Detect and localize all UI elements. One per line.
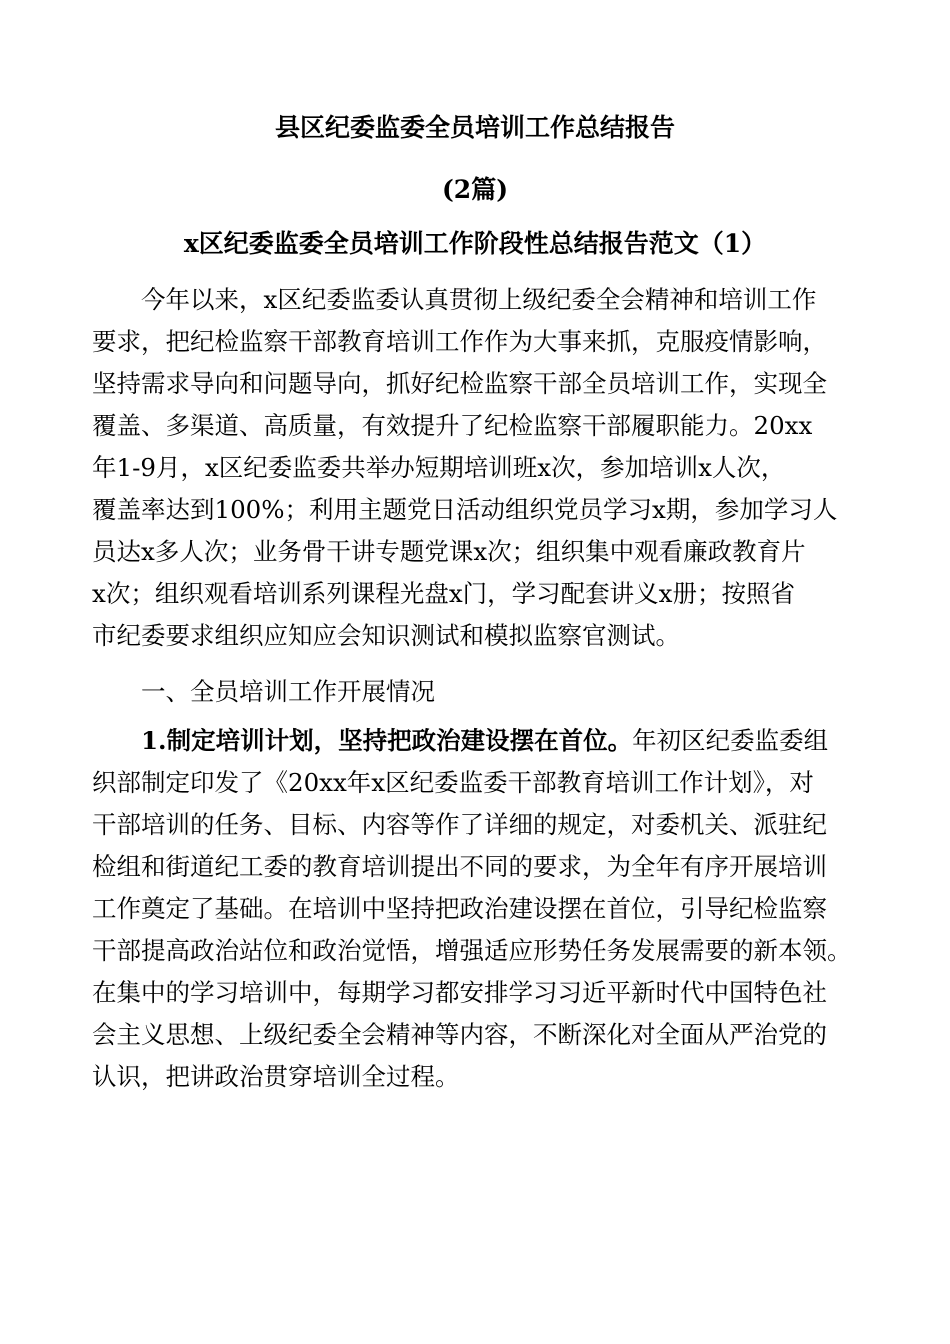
document-count: (2篇) [441,175,509,204]
paragraph-lead-rest: 年初区纪委监委组 [632,726,829,755]
paragraph-training-plan [92,720,868,1098]
text-line: 会主义思想、上级纪委全会精神等内容，不断深化对全面从严治党的 [92,1020,827,1049]
text-line: 干部培训的任务、目标、内容等作了详细的规定，对委机关、派驻纪 [92,810,827,839]
text-line: 工作奠定了基础。在培训中坚持把政治建设摆在首位，引导纪检监察 [92,894,827,923]
text-line: 织部制定印发了《20xx年x区纪委监委干部教育培训工作计划》，对 [92,768,814,797]
document-title: 县区纪委监委全员培训工作总结报告 [274,113,675,142]
text-line: 市纪委要求组织应知应会知识测试和模拟监察官测试。 [92,621,680,650]
text-line: 覆盖率达到100%；利用主题党日活动组织党员学习x期，参加学习人 [92,495,838,524]
section-heading-text: 一、全员培训工作开展情况 [141,677,435,706]
text-line: 干部提高政治站位和政治觉悟，增强适应形势任务发展需要的新本领。 [92,936,852,965]
paragraph-lead-bold: 1.制定培训计划，坚持把政治建设摆在首位。 [141,726,633,755]
text-line: 在集中的学习培训中，每期学习都安排学习习近平新时代中国特色社 [92,978,827,1007]
text-line: 认识，把讲政治贯穿培训全过程。 [92,1062,460,1091]
document-subtitle: x区纪委监委全员培训工作阶段性总结报告范文（1） [183,229,767,258]
text-line: 今年以来，x区纪委监委认真贯彻上级纪委全会精神和培训工作 [141,285,817,314]
text-line: 年1-9月，x区纪委监委共举办短期培训班x次，参加培训x人次， [92,453,786,482]
text-line: 员达x多人次；业务骨干讲专题党课x次；组织集中观看廉政教育片 [92,537,806,566]
text-line [92,720,868,762]
section-heading [92,671,868,713]
text-line: 检组和街道纪工委的教育培训提出不同的要求，为全年有序开展培训 [92,852,827,881]
paragraph-intro [92,279,868,657]
text-line: 要求，把纪检监察干部教育培训工作作为大事来抓，克服疫情影响， [92,327,827,356]
text-line: 覆盖、多渠道、高质量，有效提升了纪检监察干部履职能力。20xx [92,411,813,440]
text-line: 坚持需求导向和问题导向，抓好纪检监察干部全员培训工作，实现全 [92,369,827,398]
text-line: x次；组织观看培训系列课程光盘x门，学习配套讲义x册；按照省 [92,579,795,608]
